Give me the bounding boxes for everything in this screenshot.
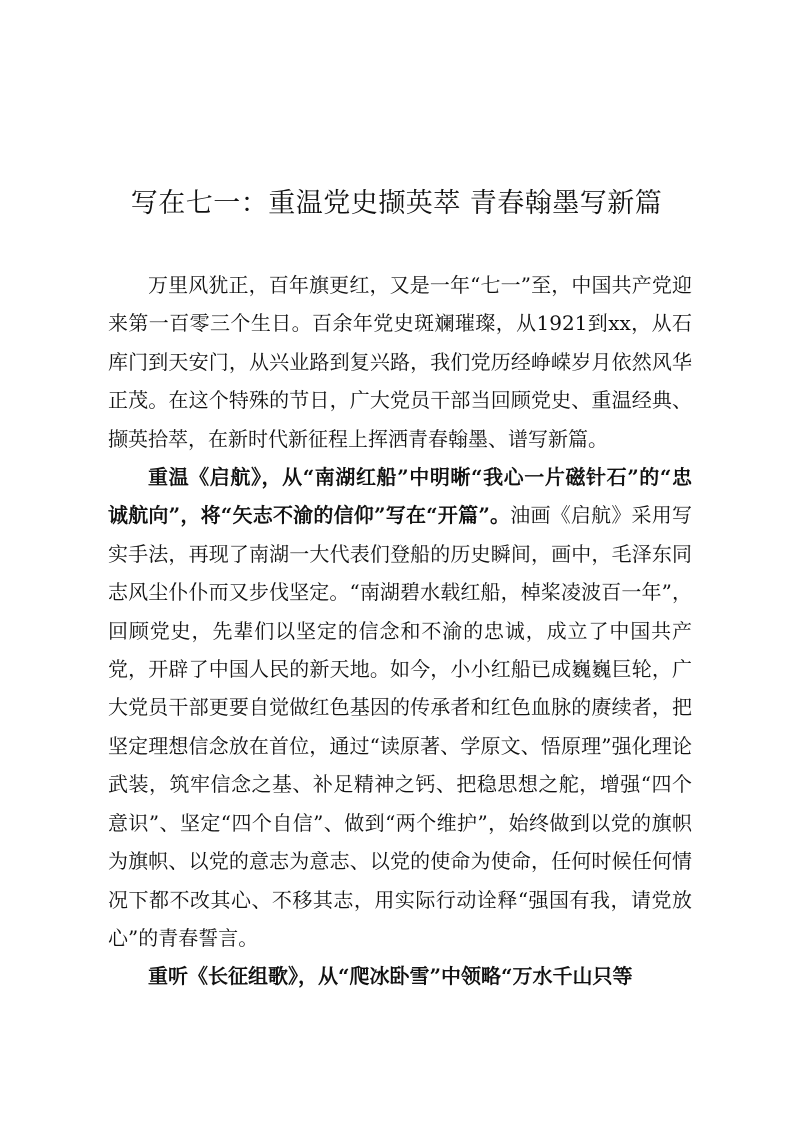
paragraph-text: 万里风犹正，百年旗更红，又是一年“七一”至，中国共产党迎来第一百零三个生日。百余年党史斑斓璀璨，从1921到xx，从石库门到天安门，从兴业路到复兴路，我们党历经峥嵘岁月依然风华正茂。在这个特殊的节日，广大党员干部当回顾党史、重温经典、撷英拾萃，在新时代新征程上挥洒青春翰墨、谱写新篇。 [108,273,692,451]
paragraph-lead: 重温《启航》，从“南湖红船”中明晰“我心一片磁针石”的“忠诚航向”，将“矢志不渝的信仰”写在“开篇”。 [108,465,692,528]
paragraph-changzheng [108,957,692,995]
document-body [108,266,692,996]
paragraph-lead: 重听《长征组歌》，从“爬冰卧雪”中领略“万水千山只等 [148,964,633,989]
document-title: 写在七一：重温党史撷英萃 青春翰墨写新篇 [130,188,663,219]
paragraph-text: 油画《启航》采用写实手法，再现了南湖一大代表们登船的历史瞬间，画中，毛泽东同志风尘仆仆而又步伐坚定。“南湖碧水载红船，棹桨凌波百一年”，回顾党史，先辈们以坚定的信念和不渝的忠诚，成立了中国共产党，开辟了中国人民的新天地。如今，小小红船已成巍巍巨轮，广大党员干部更要自觉做红色基因的传承者和红色血脉的赓续者，把坚定理想信念放在首位，通过“读原著、学原文、悟原理”强化理论武装，筑牢信念之基、补足精神之钙、把稳思想之舵，增强“四个意识”、坚定“四个自信”、做到“两个维护”，始终做到以党的旗帜为旗帜、以党的意志为意志、以党的使命为使命，任何时候任何情况下都不改其心、不移其志，用实际行动诠释“强国有我，请党放心”的青春誓言。 [108,503,692,950]
paragraph-intro [108,266,692,458]
paragraph-qihang [108,458,692,957]
